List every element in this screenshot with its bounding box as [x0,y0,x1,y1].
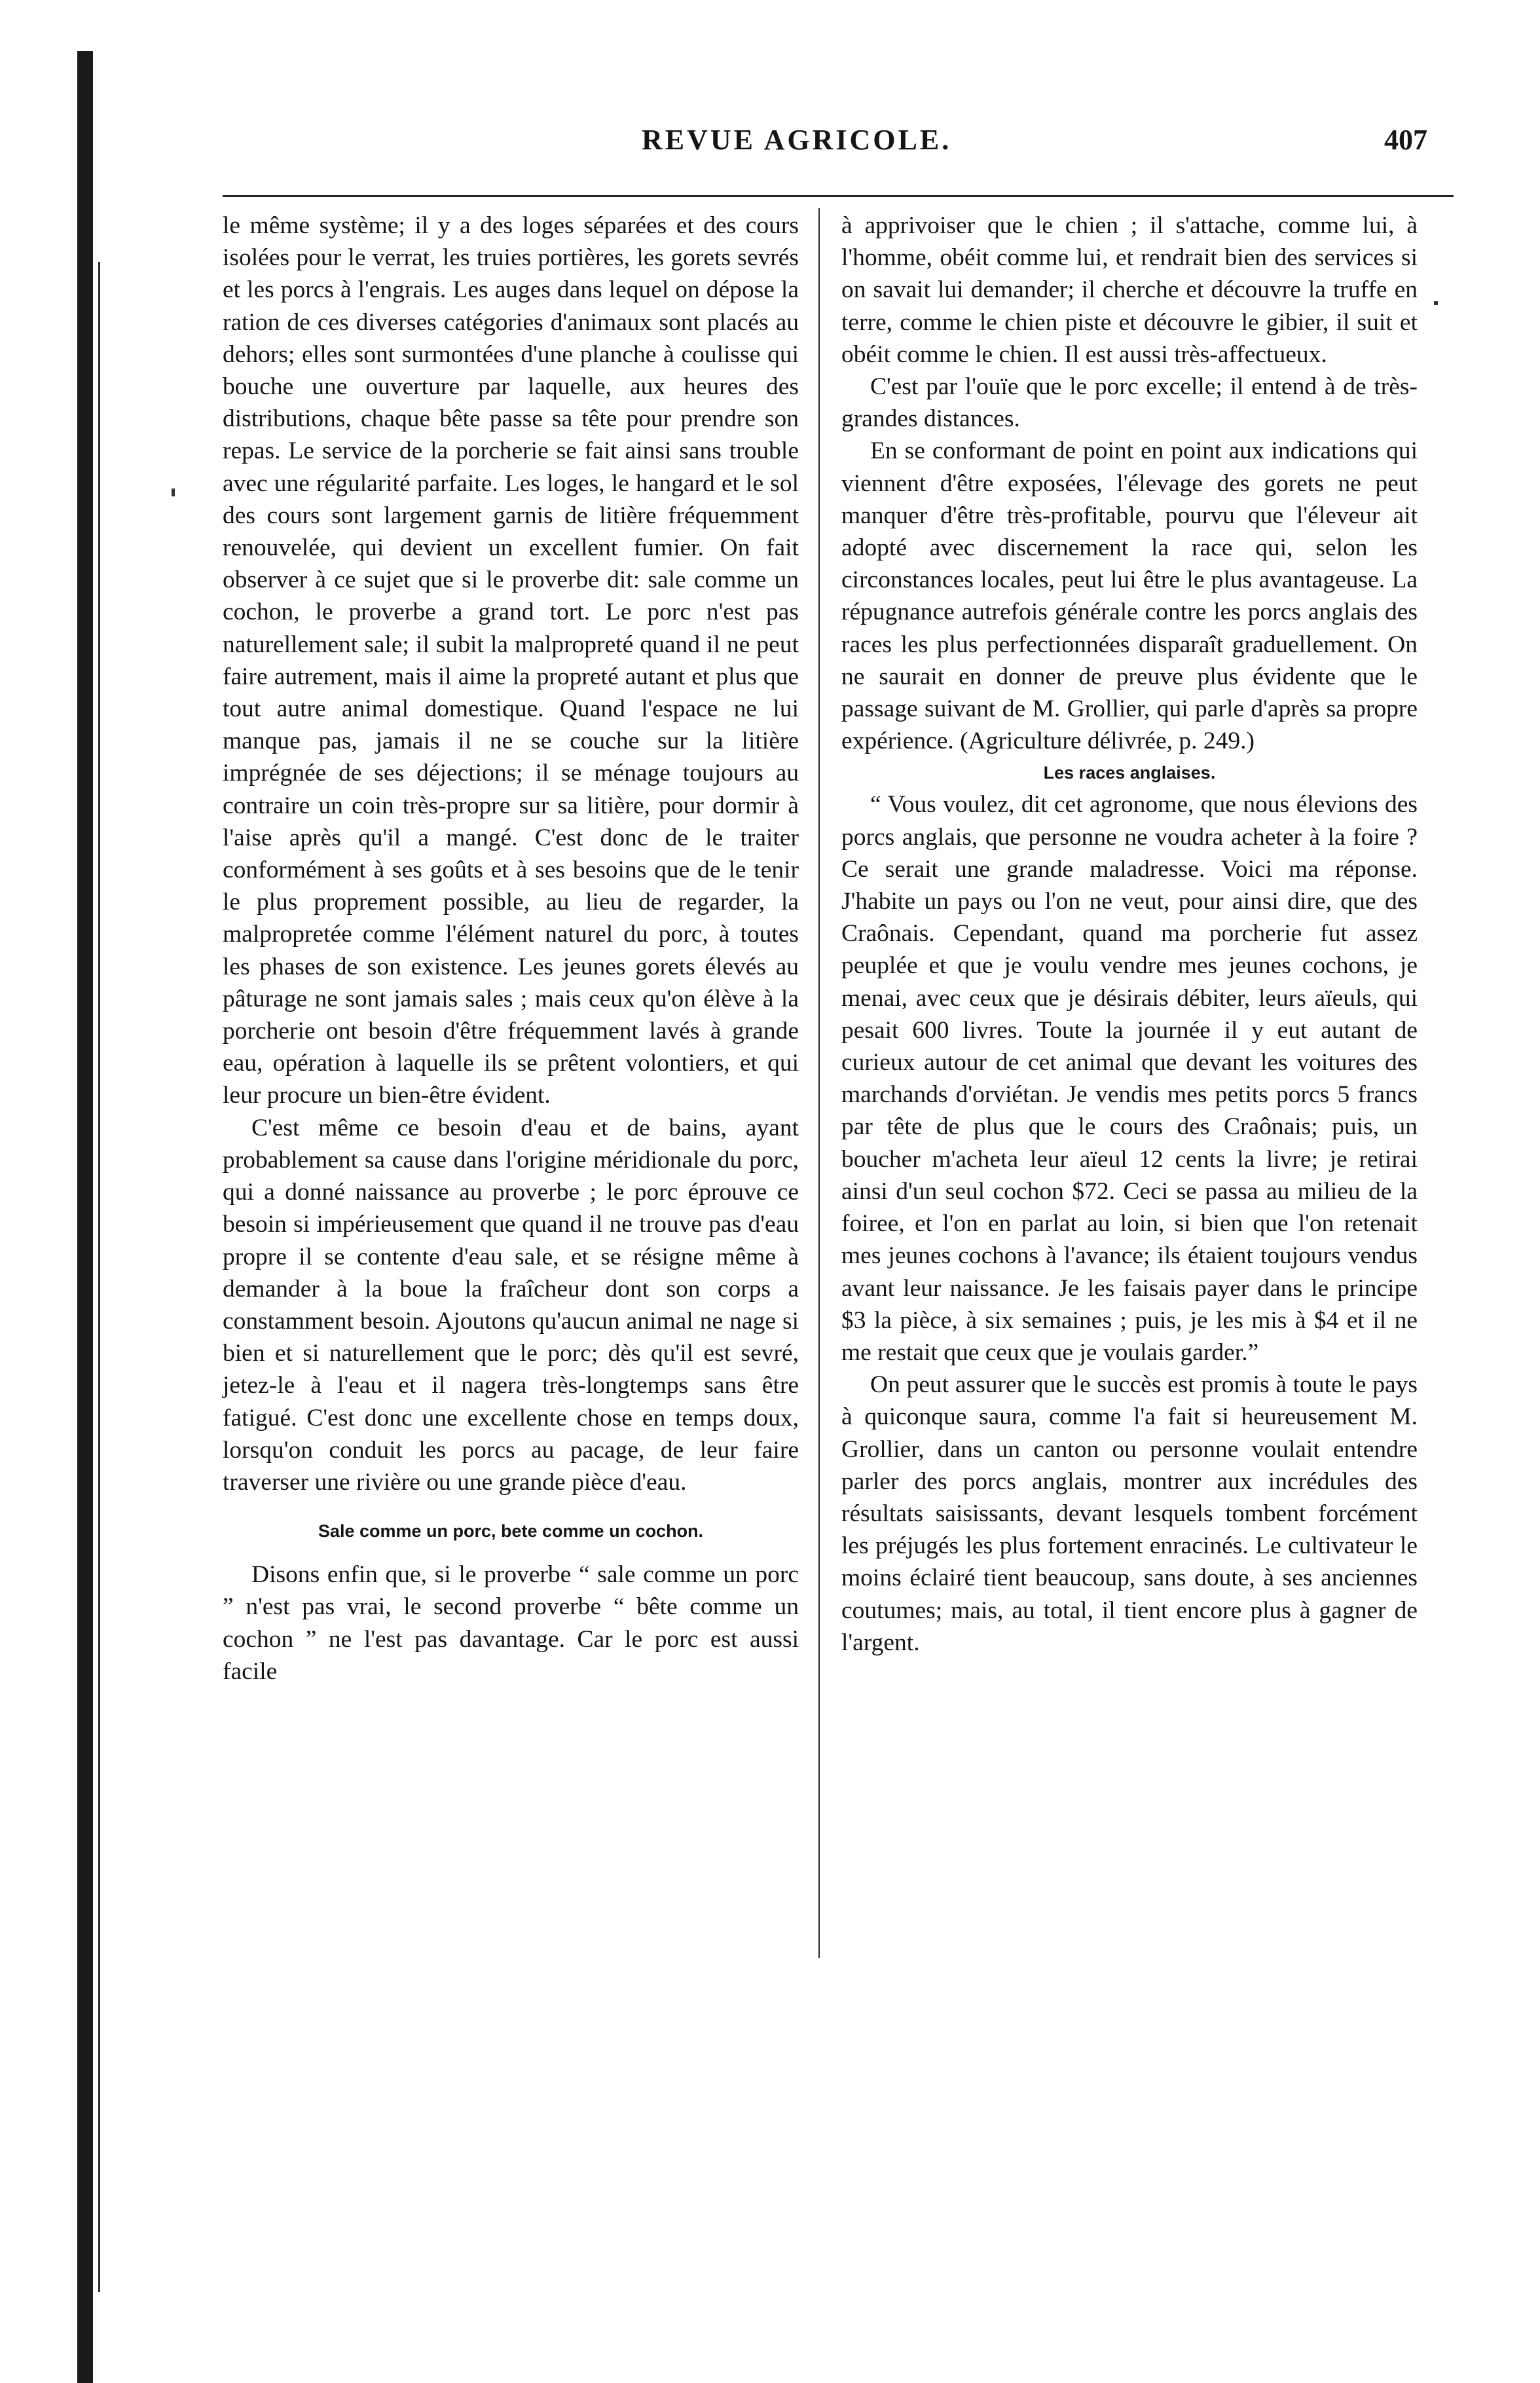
right-column [841,210,1418,1659]
right-paragraph-2: C'est par l'ouïe que le porc excelle; il entend à de très-grandes distances. [841,373,1418,433]
header-rule [223,195,1454,197]
column-divider [818,208,820,1958]
running-title: REVUE AGRICOLE. [642,124,952,156]
left-paragraph-2: C'est même ce besoin d'eau et de bains, ayant probablement sa cause dans l'origine méridionale du porc, qui a donné naissance au proverbe ; le porc éprouve ce besoin si impérieusement que quand il ne trouve pas d'eau propre il se contente d'eau sale, et se résigne même à demander à la boue la fraîcheur dont son corps a constamment besoin. Ajoutons qu'aucun animal ne nage si bien et si naturellement que le porc; dès qu'il est sevré, jetez-le à l'eau et il nagera très-longtemps sans être fatigué. C'est donc une excellente chose en temps doux, lorsqu'on conduit les porcs au pacage, de leur faire traverser une rivière ou une grande pièce d'eau. [223,1114,799,1496]
binding-edge-shadow [77,51,93,2383]
right-quote-paragraph: “ Vous voulez, dit cet agronome, que nous élevions des porcs anglais, que personne ne voudra acheter à la foire ? Ce serait une grande maladresse. Voici ma réponse. J'habite un pays ou l'on ne veut, pour ainsi dire, que des Craônais. Cependant, quand ma porcherie fut assez peuplée et que je voulu vendre mes jeunes cochons, je menai, avec ceux que je désirais débiter, leurs aïeuls, qui pesait 600 livres. Toute la journée il y eut autant de curieux autour de cet animal que devant les voitures des marchands d'orviétan. Je vendis mes petits porcs 5 francs par tête de plus que le cours des Craônais; puis, un boucher m'acheta leur aïeul 12 cents la livre; je retirai ainsi d'un seul cochon $72. Ceci se passa au milieu de la foiree, et l'on en parlat au loin, si bien que l'on retenait mes jeunes cochons à l'avance; ils étaient toujours vendus avant leur naissance. Je les faisais payer dans le principe $3 la pièce, à six semaines ; puis, je les mis à $4 et il ne me restait que ceux que je voulais garder.” [841,791,1418,1366]
section-subheading-races: Les races anglaises. [1043,763,1216,783]
binding-edge-line [98,262,100,2292]
section-subheading-proverb: Sale comme un porc, bete comme un cochon. [318,1521,704,1542]
page-number: 407 [1384,124,1427,156]
left-paragraph-1: le même système; il y a des loges séparées et des cours isolées pour le verrat, les truies portières, les gorets sevrés et les porcs à l'engrais. Les auges dans lequel on dépose la ration de ces diverses catégories d'animaux sont placés au dehors; elles sont surmontées d'une planche à coulisse qui bouche une ouverture par laquelle, aux heures des distributions, chaque bête passe sa tête pour prendre son repas. Le service de la porcherie se fait ainsi sans trouble avec une régularité parfaite. Les loges, le hangard et le sol des cours sont largement garnis de litière fréquemment renouvelée, qui devient un excellent fumier. On fait observer à ce sujet que si le proverbe dit: sale comme un cochon, le proverbe a grand tort. Le porc n'est pas naturellement sale; il subit la malpropreté quand il ne peut faire autrement, mais il aime la propreté autant et plus que tout autre animal domestique. Quand l'espace ne lui manque pas, jamais il ne se couche sur la litière imprégnée de ses déjections; il se ménage toujours au contraire un coin très-propre sur sa litière, pour dormir à l'aise après qu'il a mangé. C'est donc de le traiter conformément à ses goûts et à ses besoins que de le tenir le plus proprement possible, au lieu de regarder, la malpropretée comme l'élément naturel du porc, à toutes les phases de son existence. Les jeunes gorets élevés au pâturage ne sont jamais sales ; mais ceux qu'on élève à la porcherie ont besoin d'être fréquemment lavés à grande eau, opération à laquelle ils se prêtent volontiers, et qui leur procure un bien-être évident. [223,212,799,1109]
stray-ink-mark [172,489,175,496]
page-header [210,123,1427,173]
left-closing-paragraph: Disons enfin que, si le proverbe “ sale comme un porc ” n'est pas vrai, le second proverbe “ bête comme un cochon ” ne l'est pas davantage. Car le porc est aussi facile [223,1561,799,1685]
right-paragraph-1: à apprivoiser que le chien ; il s'attache, comme lui, à l'homme, obéit comme lui, et rendrait bien des services si on savait lui demander; il cherche et découvre la truffe en terre, comme le chien piste et découvre le gibier, il suit et obéit comme le chien. Il est aussi très-affectueux. [841,212,1418,368]
right-closing-paragraph: On peut assurer que le succès est promis à toute le pays à quiconque saura, comme l'a fait si heureusement M. Grollier, dans un canton ou personne voulait entendre parler des porcs anglais, montrer aux incrédules des résultats saisissants, devant lesquels tombent forcément les préjugés les plus fortement enracinés. Le cultivateur le moins éclairé tient beaucoup, sans doute, à ses anciennes coutumes; mais, au total, il tient encore plus à gagner de l'argent. [841,1371,1418,1656]
stray-ink-dot [1434,301,1438,305]
right-paragraph-3: En se conformant de point en point aux indications qui viennent d'être exposées, l'élevage des gorets ne peut manquer d'être très-profitable, pourvu que l'éleveur ait adopté avec discernement la race qui, selon les circonstances locales, peut lui être le plus avantageuse. La répugnance autrefois générale contre les porcs anglais des races les plus perfectionnées disparaît graduellement. On ne saurait en donner de preuve plus évidente que le passage suivant de M. Grollier, qui parle d'après sa propre expérience. (Agriculture délivrée, p. 249.) [841,437,1418,755]
left-column [223,210,799,1688]
